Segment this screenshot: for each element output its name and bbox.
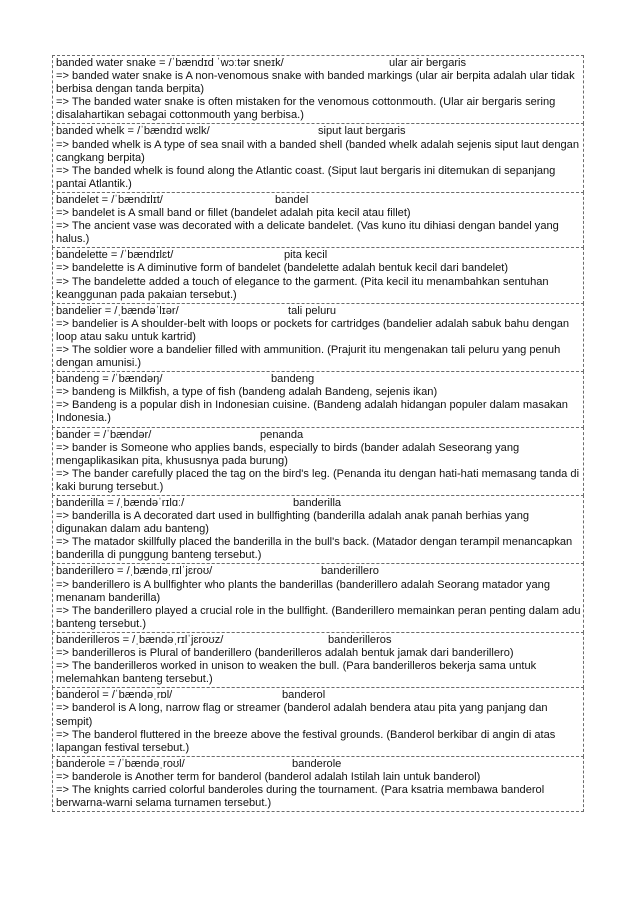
entry-example: => The banded water snake is often mistaken for the venomous cottonmouth. (Ular air bergaris sering disalahartikan sebagai cottonmouth yang berbisa.) [56, 96, 556, 122]
entry-headword: banderole = /ˈbændəˌroʊl/ [56, 757, 185, 770]
entry-example: => The banderol fluttered in the breeze above the festival grounds. (Banderol berkibar di angin di atas lapangan festival tersebut.) [56, 728, 556, 754]
entry-header [56, 125, 581, 138]
entry-header [56, 373, 581, 386]
entry-example: => The bandelette added a touch of elegance to the garment. (Pita kecil itu menambahkan sentuhan keanggunan pada pakaian tersebut.) [56, 275, 549, 301]
entry-definition: => bandelier is A shoulder-belt with loops or pockets for cartridges (bandelier adalah sabuk bahu dengan loop atau saku untuk kartrid) [56, 317, 570, 343]
entry-translation: banderole [292, 757, 342, 770]
entry-translation: banderillero [321, 565, 379, 578]
entry-translation: ular air bergaris [389, 57, 467, 69]
entry-headword: banderol = /ˈbændəˌrɒl/ [56, 689, 173, 702]
entry-definition: => banderilla is A decorated dart used in bullfighting (banderilla adalah anak panah berhias yang digunakan dalam adu banteng) [56, 510, 530, 536]
entry-definition: => banderilleros is Plural of banderillero (banderilleros adalah bentuk jamak dari banderillero) [56, 647, 514, 660]
entry-definition: => bandeng is Milkfish, a type of fish (bandeng adalah Bandeng, sejenis ikan) [56, 386, 438, 399]
entry-example: => The banderillero played a crucial role in the bullfight. (Banderillero memainkan peran penting dalam adu banteng tersebut.) [56, 604, 581, 630]
entry-definition: => bandelet is A small band or fillet (bandelet adalah pita kecil atau fillet) [56, 207, 411, 220]
entry-definition: => banderole is Another term for banderol (banderol adalah Istilah lain untuk banderol) [56, 770, 481, 783]
dictionary-entry [52, 427, 584, 496]
dictionary-entry [52, 303, 584, 372]
dictionary-entry [52, 192, 584, 248]
dictionary-entry-list [52, 56, 584, 812]
entry-translation: bandeng [271, 373, 315, 386]
entry-translation: siput laut bergaris [318, 125, 406, 138]
entry-header [56, 689, 581, 702]
dictionary-entry [52, 756, 584, 812]
entry-example: => The ancient vase was decorated with a delicate bandelet. (Vas kuno itu dihiasi dengan bandel yang halus.) [56, 220, 559, 246]
dictionary-entry [52, 563, 584, 632]
entry-header [56, 497, 581, 510]
dictionary-entry [52, 495, 584, 564]
entry-headword: banderillero = /ˌbændəˌrɪlˈjɛroʊ/ [56, 565, 213, 578]
dictionary-entry [52, 123, 584, 192]
entry-header [56, 429, 581, 442]
entry-header [56, 249, 581, 262]
entry-example: => The matador skillfully placed the banderilla in the bull's back. (Matador dengan terampil menancapkan banderilla di punggung banteng tersebut.) [56, 536, 573, 562]
entry-header [56, 634, 581, 647]
entry-headword: bandelier = /ˌbændəˈlɪər/ [56, 304, 179, 317]
entry-example: => The bander carefully placed the tag on the bird's leg. (Penanda itu dengan hati-hati memasang tanda di kaki burung tersebut.) [56, 467, 580, 493]
entry-translation: banderol [282, 689, 326, 702]
dictionary-entry [52, 55, 584, 124]
entry-definition: => banderol is A long, narrow flag or streamer (banderol adalah bendera atau pita yang panjang dan sempit) [56, 702, 548, 728]
entry-headword: banderilla = /ˌbændəˈrɪlɑː/ [56, 497, 185, 509]
entry-example: => The banded whelk is found along the Atlantic coast. (Siput laut bergaris ini ditemukan di sepanjang pantai Atlantik.) [56, 164, 556, 190]
entry-headword: banderilleros = /ˌbændəˌrɪlˈjɛroʊz/ [56, 633, 224, 646]
entry-translation: pita kecil [284, 249, 328, 262]
entry-headword: banded whelk = /ˈbændɪd wɛlk/ [56, 125, 210, 138]
entry-header [56, 57, 581, 70]
dictionary-entry [52, 371, 584, 427]
entry-headword: banded water snake = /ˈbændɪd ˈwɔːtər sneɪk/ [56, 57, 284, 69]
entry-example: => The knights carried colorful banderoles during the tournament. (Para ksatria membawa banderol berwarna-warni selama turnamen tersebut.) [56, 783, 545, 810]
entry-translation: tali peluru [288, 304, 337, 317]
entry-headword: bander = /ˈbændər/ [56, 428, 152, 441]
entry-example: => The soldier wore a bandelier filled with ammunition. (Prajurit itu mengenakan tali peluru yang penuh dengan amunisi.) [56, 343, 561, 370]
dictionary-entry [52, 247, 584, 303]
dictionary-entry [52, 632, 584, 688]
entry-header [56, 305, 581, 318]
entry-headword: bandeng = /ˈbændəŋ/ [56, 373, 163, 386]
entry-translation: bandel [275, 193, 309, 206]
entry-headword: bandelette = /ˈbændɪlɛt/ [56, 249, 174, 262]
entry-translation: penanda [260, 428, 304, 441]
entry-headword: bandelet = /ˈbændɪlɪt/ [56, 193, 163, 206]
entry-header [56, 565, 581, 578]
entry-translation: banderilleros [328, 633, 392, 646]
entry-definition: => banderillero is A bullfighter who plants the banderillas (banderillero adalah Seorang matador yang menanam banderilla) [56, 578, 550, 604]
dictionary-entry [52, 687, 584, 756]
entry-example: => The banderilleros worked in unison to weaken the bull. (Para banderilleros bekerja sama untuk melemahkan banteng tersebut.) [56, 660, 537, 686]
entry-header [56, 194, 581, 207]
entry-definition: => banded water snake is A non-venomous snake with banded markings (ular air berpita adalah ular tidak berbisa dengan tanda berpita) [56, 70, 575, 96]
entry-header [56, 758, 581, 771]
entry-example: => Bandeng is a popular dish in Indonesian cuisine. (Bandeng adalah hidangan populer dalam masakan Indonesia.) [56, 399, 568, 425]
entry-definition: => bander is Someone who applies bands, especially to birds (bander adalah Seseorang yang mengaplikasikan pita, khususnya pada burung) [56, 441, 520, 467]
entry-definition: => banded whelk is A type of sea snail with a banded shell (banded whelk adalah sejenis siput laut dengan cangkang berpita) [56, 138, 580, 164]
entry-definition: => bandelette is A diminutive form of bandelet (bandelette adalah bentuk kecil dari bandelet) [56, 262, 509, 275]
entry-translation: banderilla [293, 497, 342, 509]
